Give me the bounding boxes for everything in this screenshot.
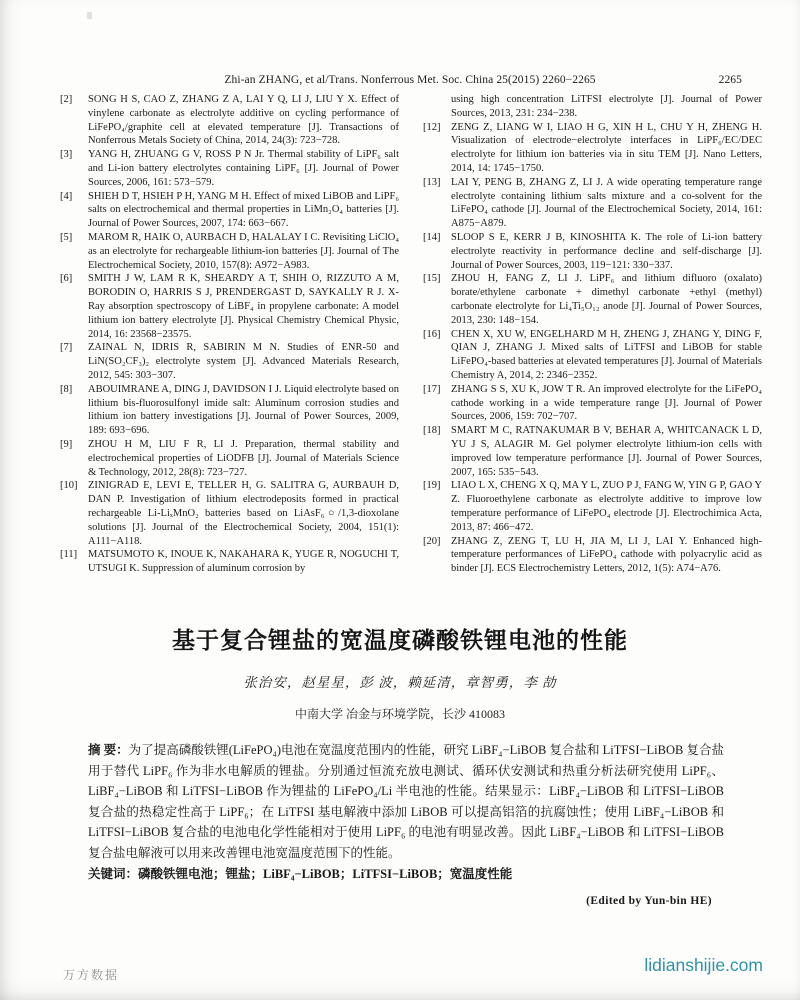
reference-item	[60, 272, 399, 341]
scan-artifact-mark	[87, 12, 92, 19]
reference-text: LAI Y, PENG B, ZHANG Z, LI J. A wide operating temperature range electrolyte containing lithium salts mixture and a co-solvent for the LiFePO₄ cathode [J]. Journal of the Electrochemical Society, 2014, 161: A875−A879.	[451, 176, 762, 230]
reference-text: CHEN X, XU W, ENGELHARD M H, ZHENG J, ZHANG Y, DING F, QIAN J, ZHANG J. Mixed salts of LiTFSI and LiBOB for stable LiFePO₄-based batteries at elevated temperatures [J]. Journal of Materials Chemistry A, 2014, 2: 2346−2352.	[451, 328, 762, 381]
references-left-column	[60, 93, 399, 576]
site-watermark: lidianshijie.com	[644, 955, 763, 975]
reference-text: ZINIGRAD E, LEVI E, TELLER H, G. SALITRA G, AURBAUH D, DAN P. Investigation of lithium electrodeposits formed in practical rechargeable Li-LiₓMnO₂ batteries based on LiAsF₆○/1,3-dioxolane solutions [J]. Journal of the Electrochemical Society, 2004, 151(1): A111−A118.	[88, 480, 399, 547]
reference-item	[423, 424, 762, 479]
reference-continuation	[423, 93, 762, 121]
page-number: 2265	[718, 74, 742, 86]
reference-number: [8]	[60, 383, 73, 395]
abstract-paragraph	[88, 740, 724, 863]
chinese-paper-title: 基于复合锂盐的宽温度磷酸铁锂电池的性能	[172, 627, 628, 653]
reference-number: [14]	[423, 231, 441, 243]
reference-number: [15]	[423, 273, 441, 285]
reference-text: ZAINAL N, IDRIS R, SABIRIN M N. Studies of ENR-50 and LiN(SO₂CF₃)₂ electrolyte system [J]. Advanced Materials Research, 2012, 545: 303−307.	[88, 342, 399, 381]
references-section	[60, 93, 762, 576]
reference-item	[423, 121, 762, 176]
reference-number: [17]	[423, 383, 441, 395]
reference-number: [13]	[423, 176, 441, 188]
reference-number: [4]	[60, 190, 73, 202]
reference-number: [9]	[60, 438, 73, 450]
reference-text: SLOOP S E, KERR J B, KINOSHITA K. The role of Li-ion battery electrolyte reactivity in performance decline and self-discharge [J]. Journal of Power Sources, 2003, 119−121: 330−337.	[451, 231, 762, 271]
reference-number: [12]	[423, 121, 441, 133]
reference-item	[423, 383, 762, 424]
reference-item	[423, 272, 762, 327]
reference-item	[60, 190, 399, 231]
reference-text: using high concentration LiTFSI electrolyte [J]. Journal of Power Sources, 2013, 231: 234−238.	[451, 94, 762, 119]
reference-text: MAROM R, HAIK O, AURBACH D, HALALAY I C. Revisiting LiClO₄ as an electrolyte for rechargeable lithium-ion batteries [J]. Journal of The Electrochemical Society, 2010, 157(8): A972−A983.	[88, 231, 399, 271]
reference-item	[60, 231, 399, 272]
reference-number: [16]	[423, 328, 441, 340]
reference-number: [5]	[60, 231, 73, 243]
reference-number: [20]	[423, 535, 441, 547]
reference-text: SHIEH D T, HSIEH P H, YANG M H. Effect of mixed LiBOB and LiPF₆ salts on electrochemical and thermal properties in LiMn₂O₄ batteries [J]. Journal of Power Sources, 2007, 174: 663−667.	[88, 190, 399, 230]
edited-by-note: (Edited by Yun-bin HE)	[586, 894, 712, 907]
reference-item	[423, 231, 762, 272]
affiliation-line: 中南大学 冶金与环境学院，长沙 410083	[294, 707, 505, 721]
reference-number: [18]	[423, 425, 441, 437]
reference-text: YANG H, ZHUANG G V, ROSS P N Jr. Thermal stability of LiPF₆ salt and Li-ion battery electrolytes containing LiPF₆ [J]. Journal of Power Sources, 2006, 161: 573−579.	[88, 149, 399, 188]
reference-item	[60, 148, 399, 189]
reference-text: LIAO L X, CHENG X Q, MA Y L, ZUO P J, FANG W, YIN G P, GAO Y Z. Fluoroethylene carbonate as electrolyte additive to improve low temperature performance of LiFePO₄ electrode [J]. Electrochimica Acta, 2013, 87: 466−472.	[451, 480, 762, 533]
reference-text: ZHOU H M, LIU F R, LI J. Preparation, thermal stability and electrochemical properties of LiODFB [J]. Journal of Materials Science & Technology, 2012, 28(8): 723−727.	[88, 438, 399, 478]
reference-number: [3]	[60, 149, 73, 161]
reference-text: SMITH J W, LAM R K, SHEARDY A T, SHIH O, RIZZUTO A M, BORODIN O, HARRIS S J, PRENDERGAST D, SAYKALLY R J. X-Ray absorption spectroscopy of LiBF₄ in propylene carbonate: A model lithium ion battery electrolyte [J]. Physical Chemistry Chemical Physic, 2014, 16: 23568−23575.	[88, 273, 399, 340]
references-right-column	[423, 93, 762, 576]
reference-item	[423, 479, 762, 534]
reference-number: [11]	[60, 549, 78, 561]
reference-number: [6]	[60, 273, 73, 285]
reference-text: SONG H S, CAO Z, ZHANG Z A, LAI Y Q, LI J, LIU Y X. Effect of vinylene carbonate as electrolyte additive on cycling performance of LiFePO₄/graphite cell at elevated temperature [J]. Transactions of Nonferrous Metals Society of China, 2014, 24(3): 723−728.	[88, 94, 399, 147]
reference-text: ZENG Z, LIANG W I, LIAO H G, XIN H L, CHU Y H, ZHENG H. Visualization of electrode−electrolyte interfaces in LiPF₆/EC/DEC electrolyte for lithium ion batteries via in situ TEM [J]. Nano Letters, 2014, 14: 1745−1750.	[451, 121, 762, 174]
reference-text: MATSUMOTO K, INOUE K, NAKAHARA K, YUGE R, NOGUCHI T, UTSUGI K. Suppression of aluminum corrosion by	[88, 549, 399, 575]
abstract-text: 为了提高磷酸铁锂(LiFePO₄)电池在宽温度范围内的性能，研究 LiBF₄−LiBOB 复合盐和 LiTFSI−LiBOB 复合盐用于替代 LiPF₆ 作为非水电解质的锂盐。分别通过恒流充放电测试、循环伏安测试和热重分析法研究使用 LiPF₆、LiBF₄−LiBOB 和 LiTFSI−LiBOB 作为锂盐的 LiFePO₄/Li 半电池的性能。结果显示：LiBF₄−LiBOB 和 LiTFSI−LiBOB 复合盐的热稳定性高于 LiPF₆；在 LiTFSI 基电解液中添加 LiBOB 可以提高铝箔的抗腐蚀性；使用 LiBF₄−LiBOB 和 LiTFSI−LiBOB 复合盐的电池电化学性能相对于使用 LiPF₆ 的电池有明显改善。因此 LiBF₄−LiBOB 和 LiTFSI−LiBOB 复合盐电解液可以用来改善锂电池宽温度范围下的性能。	[88, 743, 724, 860]
reference-item	[60, 479, 399, 548]
reference-text: SMART M C, RATNAKUMAR B V, BEHAR A, WHITCANACK L D, YU J S, ALAGIR M. Gel polymer electrolyte lithium-ion cells with improved low temperature performance [J]. Journal of Power Sources, 2007, 165: 535−543.	[451, 425, 762, 478]
reference-item	[60, 383, 399, 438]
reference-item	[60, 438, 399, 479]
reference-item	[60, 93, 399, 148]
running-title: Zhi-an ZHANG, et al/Trans. Nonferrous Met. Soc. China 25(2015) 2260−2265	[224, 74, 596, 86]
reference-number: [7]	[60, 342, 73, 354]
reference-item	[60, 548, 399, 576]
reference-item	[60, 341, 399, 382]
wanfang-data-watermark: 万方数据	[63, 968, 120, 982]
authors-line: 张治安，赵星星，彭 波，赖延清，章智勇，李 劼	[243, 675, 557, 690]
reference-number: [2]	[60, 94, 73, 105]
reference-item	[423, 328, 762, 383]
reference-text: ABOUIMRANE A, DING J, DAVIDSON I J. Liquid electrolyte based on lithium bis-fluorosulfonyl imide salt: Aluminum corrosion studies and lithium ion battery investigations [J]. Journal of Power Sources, 2009, 189: 693−696.	[88, 383, 399, 437]
keywords-label: 关键词：	[88, 867, 139, 881]
page-header	[60, 74, 760, 90]
keywords-text: 磷酸铁锂电池；锂盐；LiBF₄−LiBOB；LiTFSI−LiBOB；宽温度性能	[138, 867, 513, 881]
reference-item	[423, 176, 762, 231]
reference-number: [19]	[423, 480, 441, 492]
reference-item	[423, 535, 762, 576]
reference-text: ZHANG Z, ZENG T, LU H, JIA M, LI J, LAI Y. Enhanced high-temperature performances of LiFePO₄ cathode with polyacrylic acid as binder [J]. ECS Electrochemistry Letters, 2012, 1(5): A74−A76.	[451, 535, 762, 575]
keywords-line	[88, 864, 724, 885]
reference-number: [10]	[60, 480, 78, 492]
reference-text: ZHANG S S, XU K, JOW T R. An improved electrolyte for the LiFePO₄ cathode working in a wide temperature range [J]. Journal of Power Sources, 2006, 159: 702−707.	[451, 383, 762, 423]
abstract-block	[88, 740, 724, 911]
reference-text: ZHOU H, FANG Z, LI J. LiPF₆ and lithium difluoro (oxalato) borate/ethylene carbonate + dimethyl carbonate +ethyl (methyl) carbonate electrolyte for Li₄Ti₅O₁₂ anode [J]. Journal of Power Sources, 2013, 230: 148−154.	[451, 273, 762, 326]
abstract-label: 摘 要：	[88, 743, 129, 757]
